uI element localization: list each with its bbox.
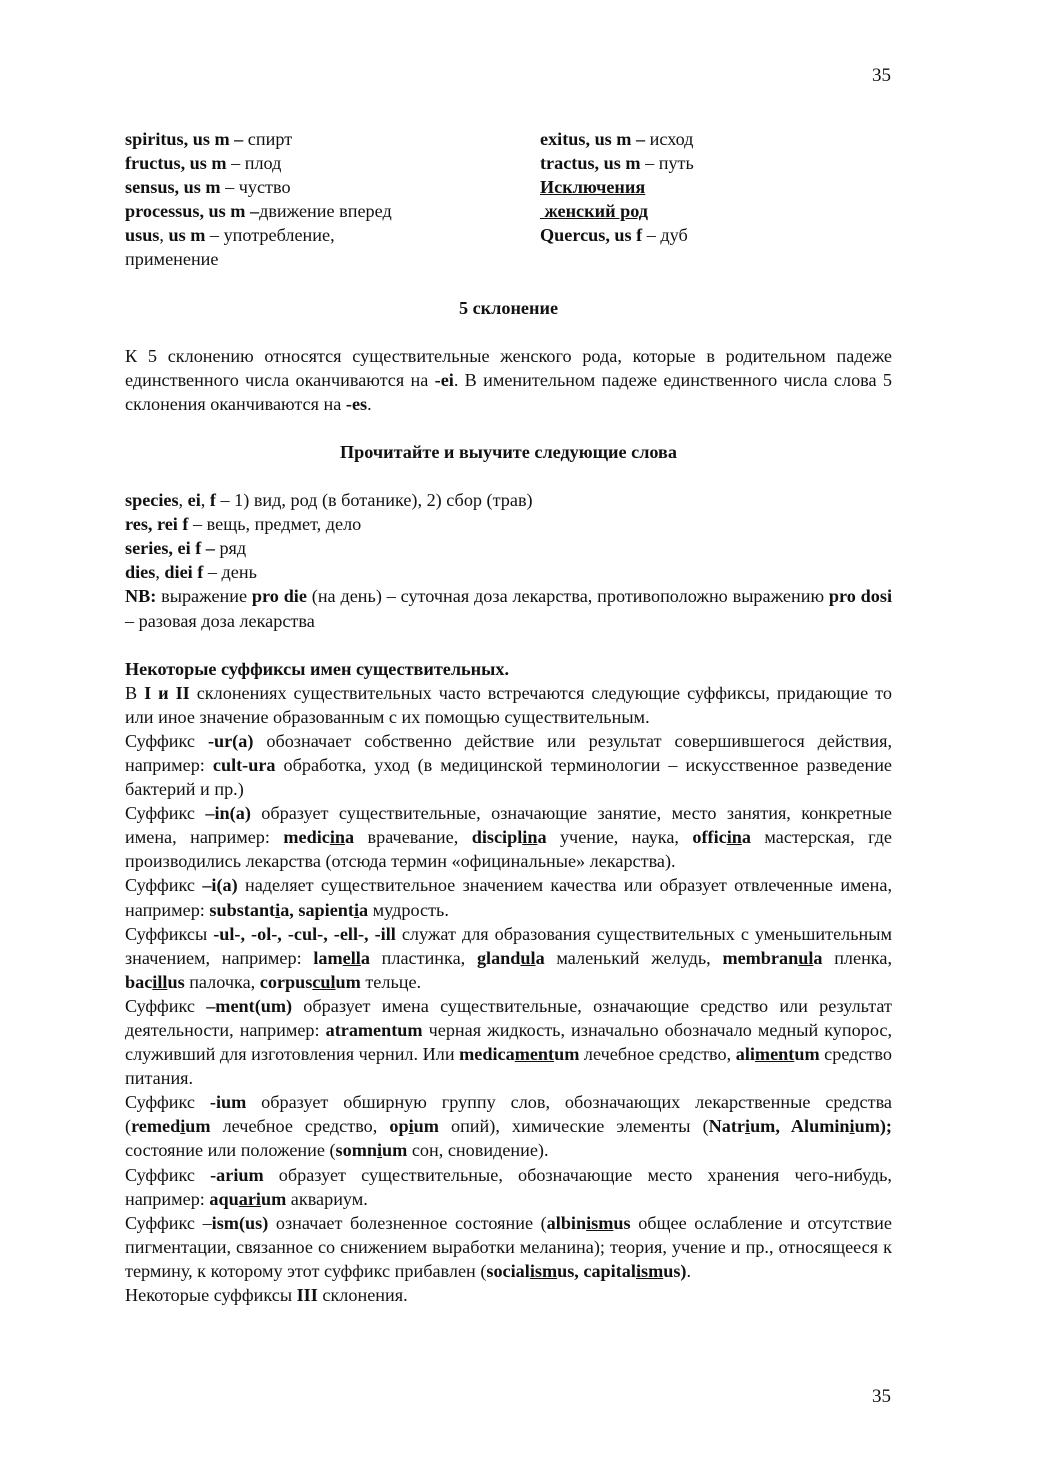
exceptions-heading: Исключения [540, 177, 646, 198]
vocab-entry: tractus, us m – путь [540, 153, 694, 174]
suffix-paragraph-ium: Суффикс -ium образует обширную группу слов, обозначающих лекарственные средства (remedium лечебное средство, opium опий), химические элементы (Natrium, Aluminium); состояние или положение (somnium сон, сновидение). [125, 1092, 892, 1161]
vocab-entry-continuation: применение [125, 249, 219, 270]
suffixes-title: Некоторые суффиксы имен существительных. [125, 658, 509, 679]
vocab-entry: fructus, us m – плод [125, 153, 282, 174]
feminine-gender-heading: женский род [540, 201, 648, 222]
nb-note: NB: выражение pro die (на день) – суточная доза лекарства, противоположно выражению pro dosi – разовая доза лекарства [125, 586, 892, 631]
page-content [125, 127, 892, 1307]
vocab-entry: Quercus, us f – дуб [540, 225, 688, 246]
word-dies: dies, diei f – день [125, 562, 257, 583]
suffix-paragraph-diminutive: Суффиксы -ul-, -ol-, -cul-, -ell-, -ill служат для образования существительных с уменьшительным значением, например: lamella пластинка, glandula маленький желудь, membranula пленка, bacillus палочка, corpusculum тельце. [125, 923, 892, 992]
word-res: res, rei f – вещь, предмет, дело [125, 514, 362, 535]
section-5-intro: К 5 склонению относятся существительные женского рода, которые в родительном падеже единственного числа оканчиваются на -ei. В именительном падеже единственного числа слова 5 склонения оканчиваются на -es. [125, 345, 892, 414]
vocab-entry: sensus, us m – чуство [125, 177, 291, 198]
vocab-right-column [540, 127, 892, 272]
page-number-bottom: 35 [872, 1386, 891, 1407]
vocab-entry: usus, us m – употребление, [125, 225, 335, 246]
suffix-paragraph-ura: Суффикс -ur(a) обозначает собственно действие или результат совершившегося действия, например: cult-ura обработка, уход (в медицинской терминологии – искусственное разведение бактерий и пр.) [125, 730, 893, 800]
vocab-columns [125, 127, 892, 272]
vocab-left-column [125, 127, 540, 272]
suffix-paragraph-arium: Суффикс -arium образует существительные, обозначающие место хранения чего-нибудь, например: aquarium аквариум. [125, 1164, 892, 1209]
suffix-paragraph-ia: Суффикс –i(a) наделяет существительное значением качества или образует отвлеченные имена, например: substantia, sapientia мудрость. [125, 875, 892, 920]
word-species: species, ei, f – 1) вид, род (в ботанике), 2) сбор (трав) [125, 490, 533, 511]
suffix-paragraph-mentum: Суффикс –ment(um) образует имена существительные, означающие средство или результат деятельности, например: atramentum черная жидкость, изначально обозначало медный купорос, служивший для изготовления чернил. Или medicamentum лечебное средство, alimentum средство питания. [125, 995, 892, 1089]
section-5-title: 5 склонение [458, 297, 559, 318]
word-series: series, ei f – ряд [125, 538, 247, 559]
suffix-paragraph-iii: Некоторые суффиксы III склонения. [125, 1285, 408, 1306]
suffix-paragraph-ismus: Суффикс –ism(us) означает болезненное состояние (albinismus общее ослабление и отсутствие пигментации, связанное со снижением выработки меланина); теория, учение и пр., относящееся к термину, к которому этот суффикс прибавлен (socialismus, capitalismus). [125, 1212, 892, 1281]
vocab-entry: spiritus, us m – спирт [125, 129, 293, 149]
suffix-paragraph-ina: Суффикс –in(a) образует существительные, означающие занятие, место занятия, конкретные имена, например: medicina врачевание, disciplina учение, наука, officina мастерская, где производились лекарства (отсюда термин «официнальные» лекарства). [125, 803, 892, 872]
words-subtitle: Прочитайте и выучите следующие слова [340, 441, 677, 462]
page-number-top: 35 [872, 65, 891, 86]
vocab-entry: processus, us m –движение вперед [125, 201, 392, 222]
suffix-paragraph: В I и II склонениях существительных часто встречаются следующие суффиксы, придающие то или иное значение образованным с их помощью существительным. [125, 682, 892, 727]
vocab-entry: exitus, us m – исход [540, 129, 694, 149]
